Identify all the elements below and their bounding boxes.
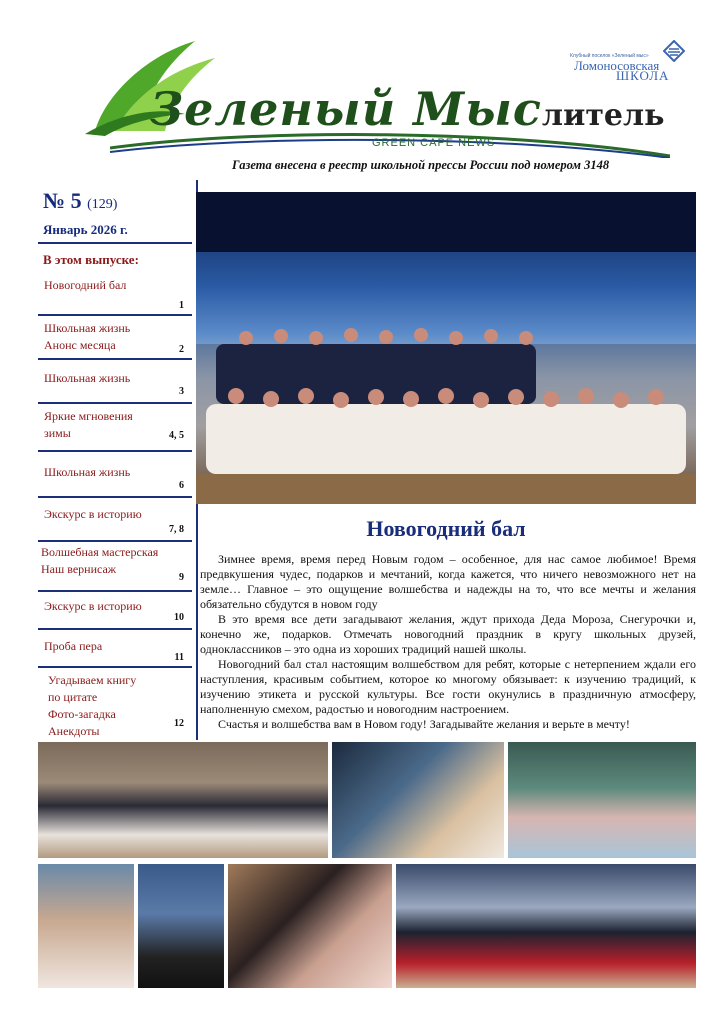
photo-boy-girl bbox=[332, 742, 504, 858]
article-body bbox=[200, 552, 696, 732]
article-title: Новогодний бал bbox=[366, 516, 526, 541]
stage-lights bbox=[196, 192, 696, 252]
photo-dance-group bbox=[396, 864, 696, 988]
toc-item-ekskurs-10[interactable]: Экскурс в историю 10 bbox=[38, 590, 192, 632]
photo-boy-girl-couple bbox=[228, 864, 392, 988]
issue-number: № 5 (129) bbox=[43, 188, 118, 213]
photo-three-girls bbox=[508, 742, 696, 858]
toc-item-volshebnaya-masterskaya[interactable]: Волшебная мастерская Наш вернисаж 9 bbox=[38, 540, 192, 592]
school-word: ШКОЛА bbox=[616, 68, 670, 83]
photo-girl-microphone bbox=[138, 864, 224, 988]
hero-photo-group bbox=[196, 192, 696, 504]
school-emblem-icon bbox=[663, 40, 685, 62]
toc-item-ekskurs-7-8[interactable]: Экскурс в историю 7, 8 bbox=[38, 496, 192, 542]
article-paragraph: Счастья и волшебства вам в Новом году! Загадывайте желания и верьте в мечту! bbox=[218, 717, 630, 731]
school-small-caption: Клубный поселок «Зеленый мыс» bbox=[570, 53, 649, 59]
crowd-silhouette bbox=[196, 304, 696, 474]
school-logo bbox=[570, 40, 690, 82]
masthead bbox=[0, 0, 724, 180]
toc-item-ugadyvaem-knigu[interactable]: Угадываем книгу по цитате Фото-загадка Анекдоты 12 bbox=[38, 666, 192, 738]
toc-item-shkolnaya-zhizn-3[interactable]: Школьная жизнь 3 bbox=[38, 358, 192, 402]
photo-class-group bbox=[38, 742, 328, 858]
newspaper-subtitle: GREEN CAPE NEWS bbox=[372, 137, 496, 149]
article-paragraph: В это время все дети загадывают желания, ждут прихода Деда Мороза, Снегурочки и, конечно же, подарков. Отмечать новогодний праздник в кругу школьных друзей, одноклассников – это одна из хороших традиций нашей школы. bbox=[200, 612, 696, 656]
registry-line: Газета внесена в реестр школьной прессы России под номером 3148 bbox=[232, 158, 610, 172]
school-name: Ломоносовская bbox=[574, 58, 660, 73]
stage-floor bbox=[196, 474, 696, 504]
toc-item-proba-pera[interactable]: Проба пера 11 bbox=[38, 628, 192, 670]
toc-item-shkolnaya-zhizn-6[interactable]: Школьная жизнь 6 bbox=[38, 450, 192, 496]
article-paragraph: Новогодний бал стал настоящим волшебством для ребят, которые с нетерпением ждали его наступления, красивым событием, которое ко многому обязывает: к изучению традиций, к изучению этикета и русской культуры. Все гости окунулись в праздничную атмосферу, наполненную смехом, радостью и новогодним настроением. bbox=[200, 657, 696, 716]
photo-girl-white-dress bbox=[38, 864, 134, 988]
table-of-contents bbox=[38, 180, 198, 740]
article-paragraph: Зимнее время, время перед Новым годом – особенное, для нас самое любимое! Время предвкушения чудес, подарков и мечтаний, когда кажется, что ничего невозможного нет на земле… Главное – это ощущение волшебства и надежды на то, что все мечты и желания обязательно сбудутся в новом году bbox=[200, 552, 696, 611]
toc-item-yarkie-mgnoveniya[interactable]: Яркие мгновения зимы 4, 5 bbox=[38, 402, 192, 450]
toc-divider bbox=[38, 242, 192, 244]
toc-heading: В этом выпуске: bbox=[43, 252, 139, 267]
issue-date: Январь 2026 г. bbox=[43, 222, 128, 237]
toc-item-shkolnaya-zhizn-anons[interactable]: Школьная жизнь Анонс месяца 2 bbox=[38, 314, 192, 360]
toc-item-novogodniy-bal[interactable]: Новогодний бал 1 bbox=[44, 278, 184, 311]
newspaper-title: Зеленый Мыслитель bbox=[150, 82, 665, 136]
